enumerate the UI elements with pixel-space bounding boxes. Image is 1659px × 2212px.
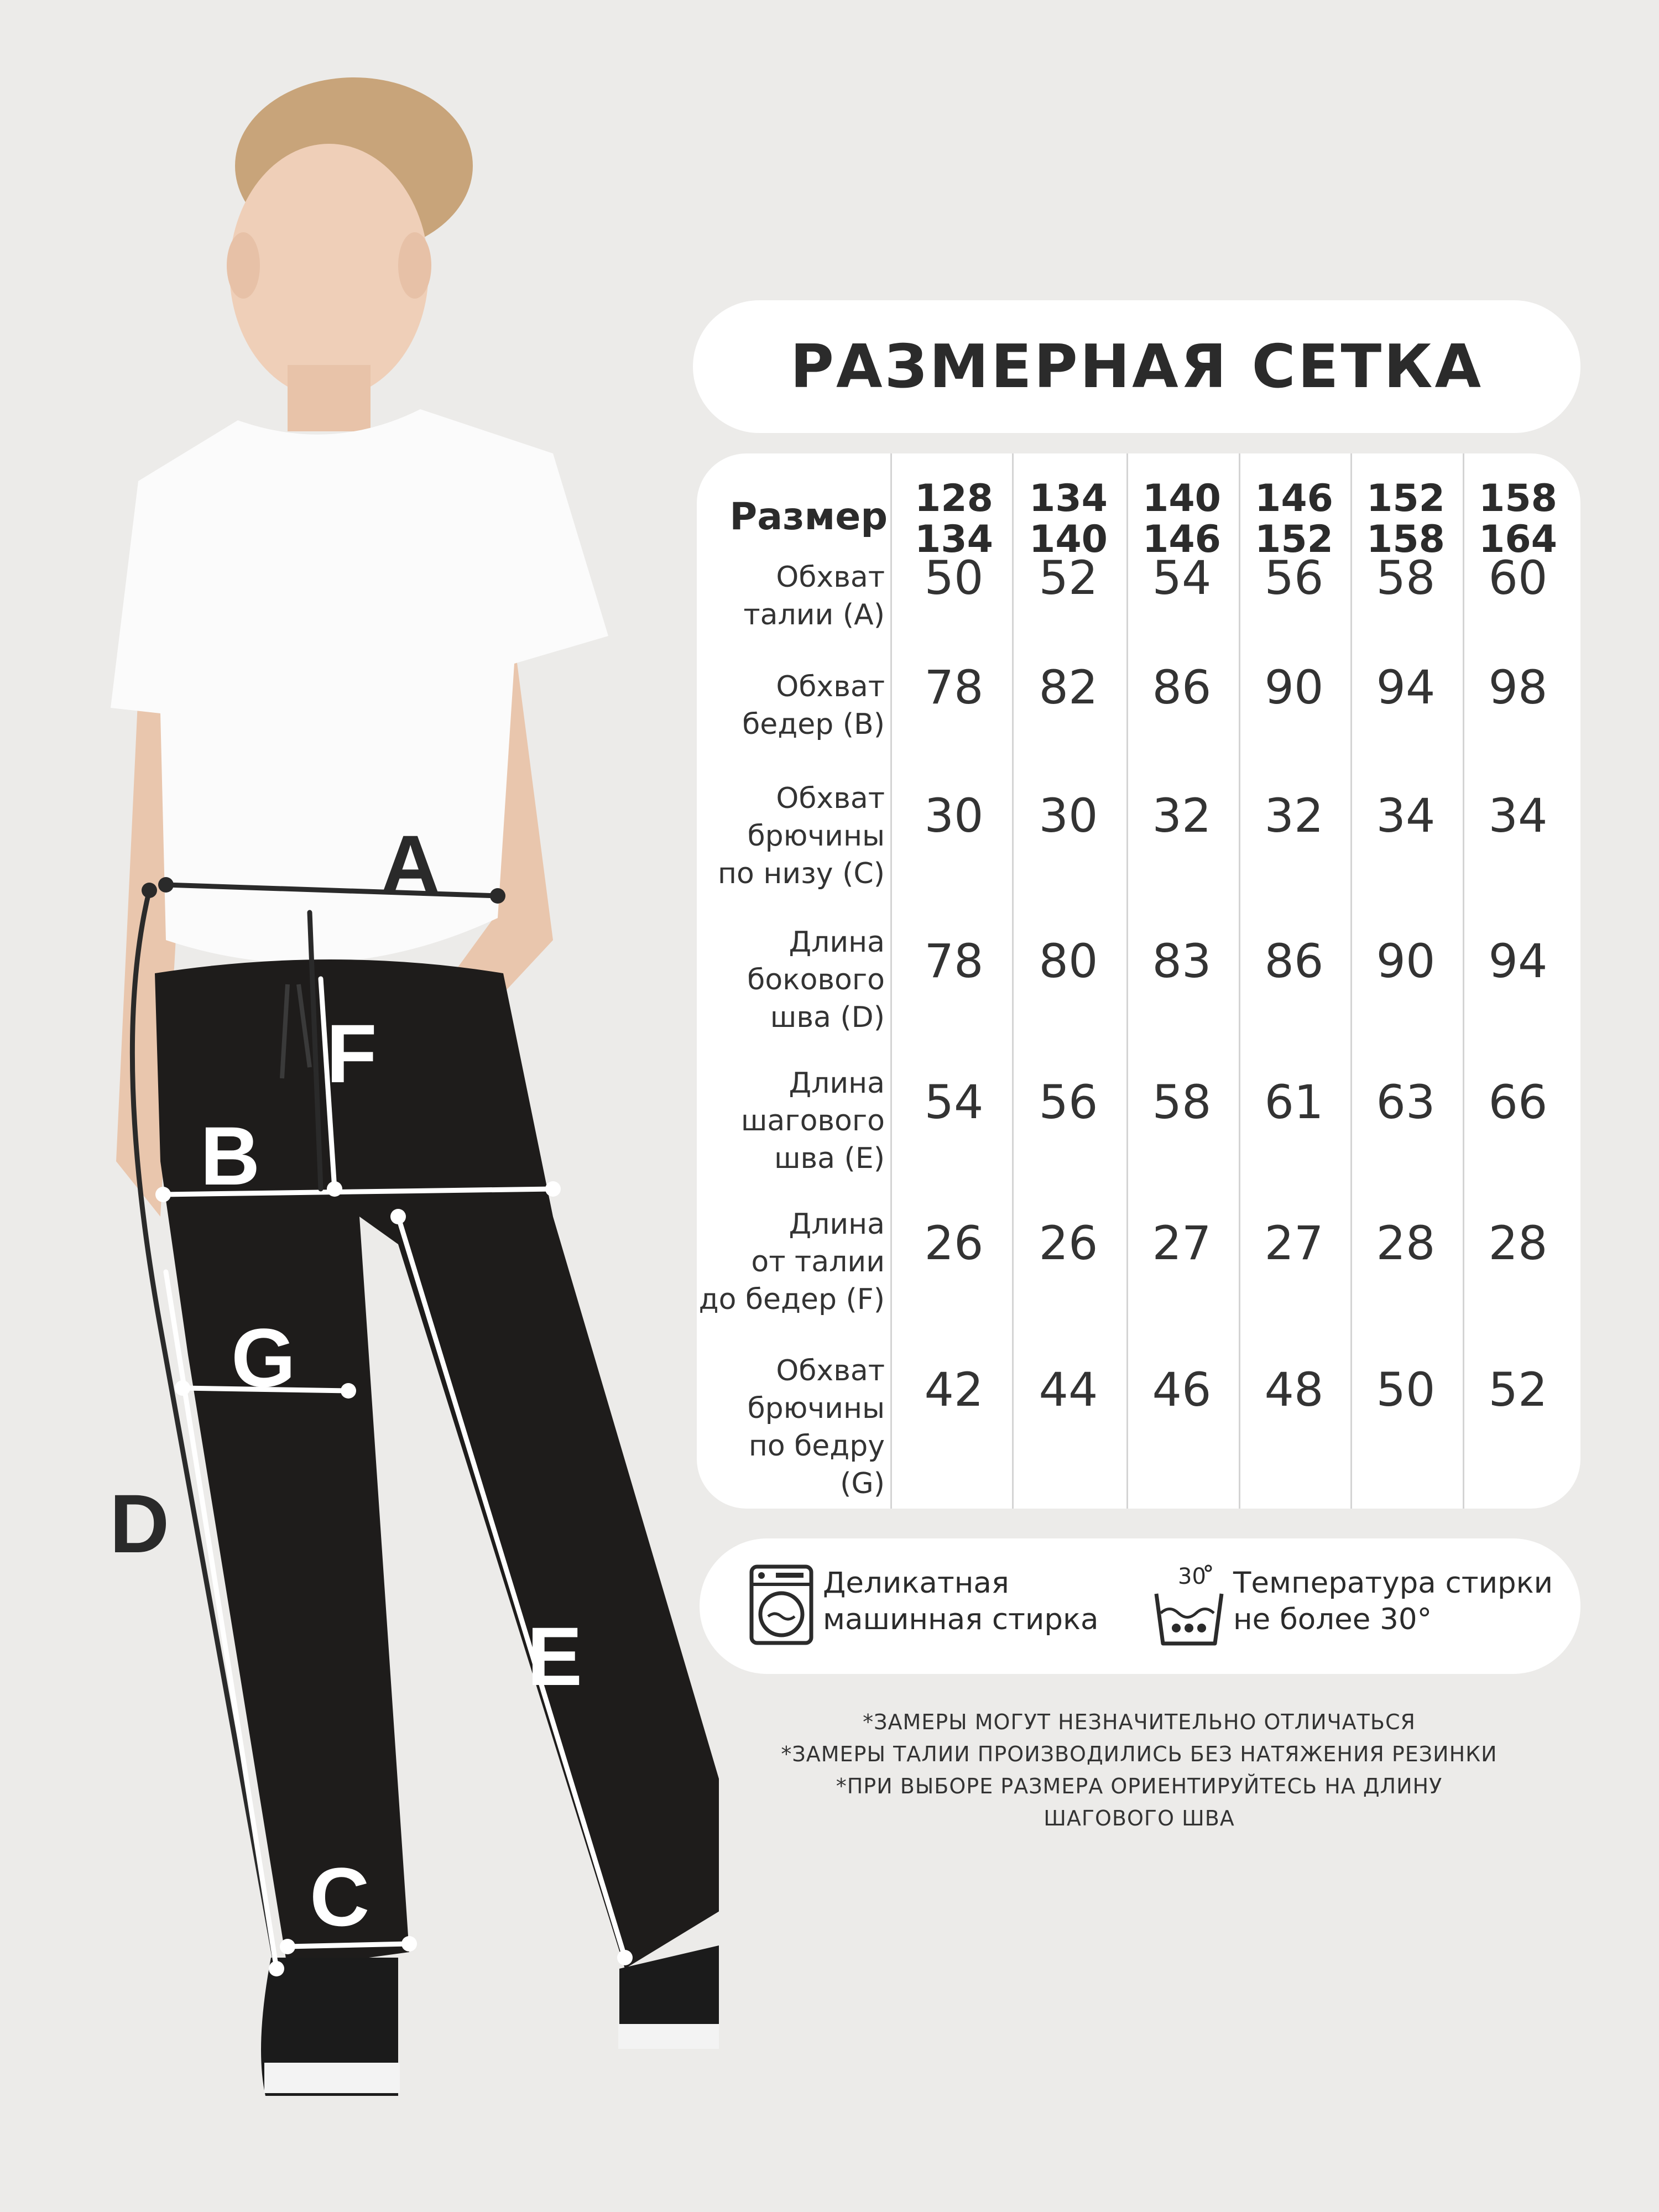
washing-machine-icon: [748, 1563, 815, 1646]
table-cell: 90: [1376, 934, 1436, 988]
column-divider: [890, 453, 892, 1509]
table-cell: 52: [1039, 551, 1098, 605]
table-cell: 34: [1376, 789, 1436, 843]
footnote: *ПРИ ВЫБОРЕ РАЗМЕРА ОРИЕНТИРУЙТЕСЬ НА ДЛИНУ: [836, 1774, 1443, 1798]
table-cell: 94: [1488, 934, 1548, 988]
row-label-side-seam: Длина бокового шва (D): [747, 926, 885, 1034]
table-cell: 42: [924, 1363, 984, 1417]
table-cell: 50: [1376, 1363, 1436, 1417]
table-cell: 44: [1039, 1363, 1098, 1417]
footnotes: [697, 1706, 1582, 1834]
table-cell: 58: [1152, 1075, 1212, 1129]
table-cell: 98: [1488, 660, 1548, 714]
table-cell: 28: [1488, 1216, 1548, 1270]
measure-label-c: C: [310, 1850, 370, 1943]
neck: [288, 365, 371, 431]
size-table: [697, 453, 1580, 1509]
table-cell: 32: [1152, 789, 1212, 843]
product-photo: [0, 0, 719, 2212]
footnote: *ЗАМЕРЫ МОГУТ НЕЗНАЧИТЕЛЬНО ОТЛИЧАТЬСЯ: [863, 1710, 1416, 1734]
care-panel: [700, 1538, 1580, 1674]
footnote: ШАГОВОГО ШВА: [1044, 1806, 1235, 1830]
table-cell: 48: [1264, 1363, 1324, 1417]
table-cell: 94: [1376, 660, 1436, 714]
table-cell: 90: [1264, 660, 1324, 714]
wash-temperature-icon: [1153, 1561, 1225, 1649]
table-cell: 78: [924, 934, 984, 988]
size-column-header: 152 158: [1366, 477, 1445, 561]
measure-label-b: B: [200, 1109, 260, 1202]
measure-label-e: E: [527, 1610, 583, 1703]
size-column-header: 134 140: [1029, 477, 1108, 561]
table-cell: 83: [1152, 934, 1212, 988]
table-cell: 30: [924, 789, 984, 843]
measure-label-f: F: [326, 1007, 377, 1100]
table-cell: 80: [1039, 934, 1098, 988]
row-label-inseam: Длина шагового шва (E): [740, 1067, 885, 1175]
page-title: РАЗМЕРНАЯ СЕТКА: [790, 332, 1484, 401]
row-label-waist: Обхват талии (A): [743, 561, 885, 632]
table-cell: 50: [924, 551, 984, 605]
row-label-hips: Обхват бедер (B): [742, 670, 885, 741]
measure-label-a: A: [380, 818, 441, 911]
table-cell: 28: [1376, 1216, 1436, 1270]
table-cell: 56: [1039, 1075, 1098, 1129]
table-cell: 58: [1376, 551, 1436, 605]
table-cell: 52: [1488, 1363, 1548, 1417]
table-cell: 46: [1152, 1363, 1212, 1417]
table-cell: 60: [1488, 551, 1548, 605]
table-cell: 34: [1488, 789, 1548, 843]
table-cell: 54: [1152, 551, 1212, 605]
table-cell: 26: [1039, 1216, 1098, 1270]
table-cell: 27: [1264, 1216, 1324, 1270]
table-cell: 63: [1376, 1075, 1436, 1129]
line-c: [288, 1944, 409, 1947]
svg-text:30: 30: [1178, 1564, 1206, 1589]
table-cell: 30: [1039, 789, 1098, 843]
row-label-rise: Длина от талии до бедер (F): [698, 1208, 885, 1316]
measure-label-d: D: [109, 1477, 170, 1570]
size-column-header: 128 134: [915, 477, 993, 561]
footnote: *ЗАМЕРЫ ТАЛИИ ПРОИЗВОДИЛИСЬ БЕЗ НАТЯЖЕНИЯ РЕЗИНКИ: [781, 1742, 1498, 1766]
table-cell: 26: [924, 1216, 984, 1270]
table-cell: 86: [1264, 934, 1324, 988]
care-wash-text: Деликатная машинная стирка: [823, 1566, 1099, 1636]
table-cell: 32: [1264, 789, 1324, 843]
care-temperature-text: Температура стирки не более 30°: [1233, 1566, 1553, 1636]
table-cell: 78: [924, 660, 984, 714]
table-cell: 66: [1488, 1075, 1548, 1129]
table-cell: 27: [1152, 1216, 1212, 1270]
table-cell: 56: [1264, 551, 1324, 605]
measure-label-g: G: [231, 1311, 296, 1404]
table-cell: 61: [1264, 1075, 1324, 1129]
table-cell: 82: [1039, 660, 1098, 714]
row-label-thigh: Обхват брючины по бедру (G): [747, 1354, 885, 1500]
size-column-header: 146 152: [1255, 477, 1333, 561]
row-label-leg-opening: Обхват брючины по низу (C): [718, 782, 885, 890]
size-header-label: Размер: [729, 495, 888, 539]
size-column-header: 140 146: [1142, 477, 1221, 561]
size-column-header: 158 164: [1479, 477, 1557, 561]
title-panel: [693, 300, 1580, 433]
table-cell: 54: [924, 1075, 984, 1129]
table-cell: 86: [1152, 660, 1212, 714]
